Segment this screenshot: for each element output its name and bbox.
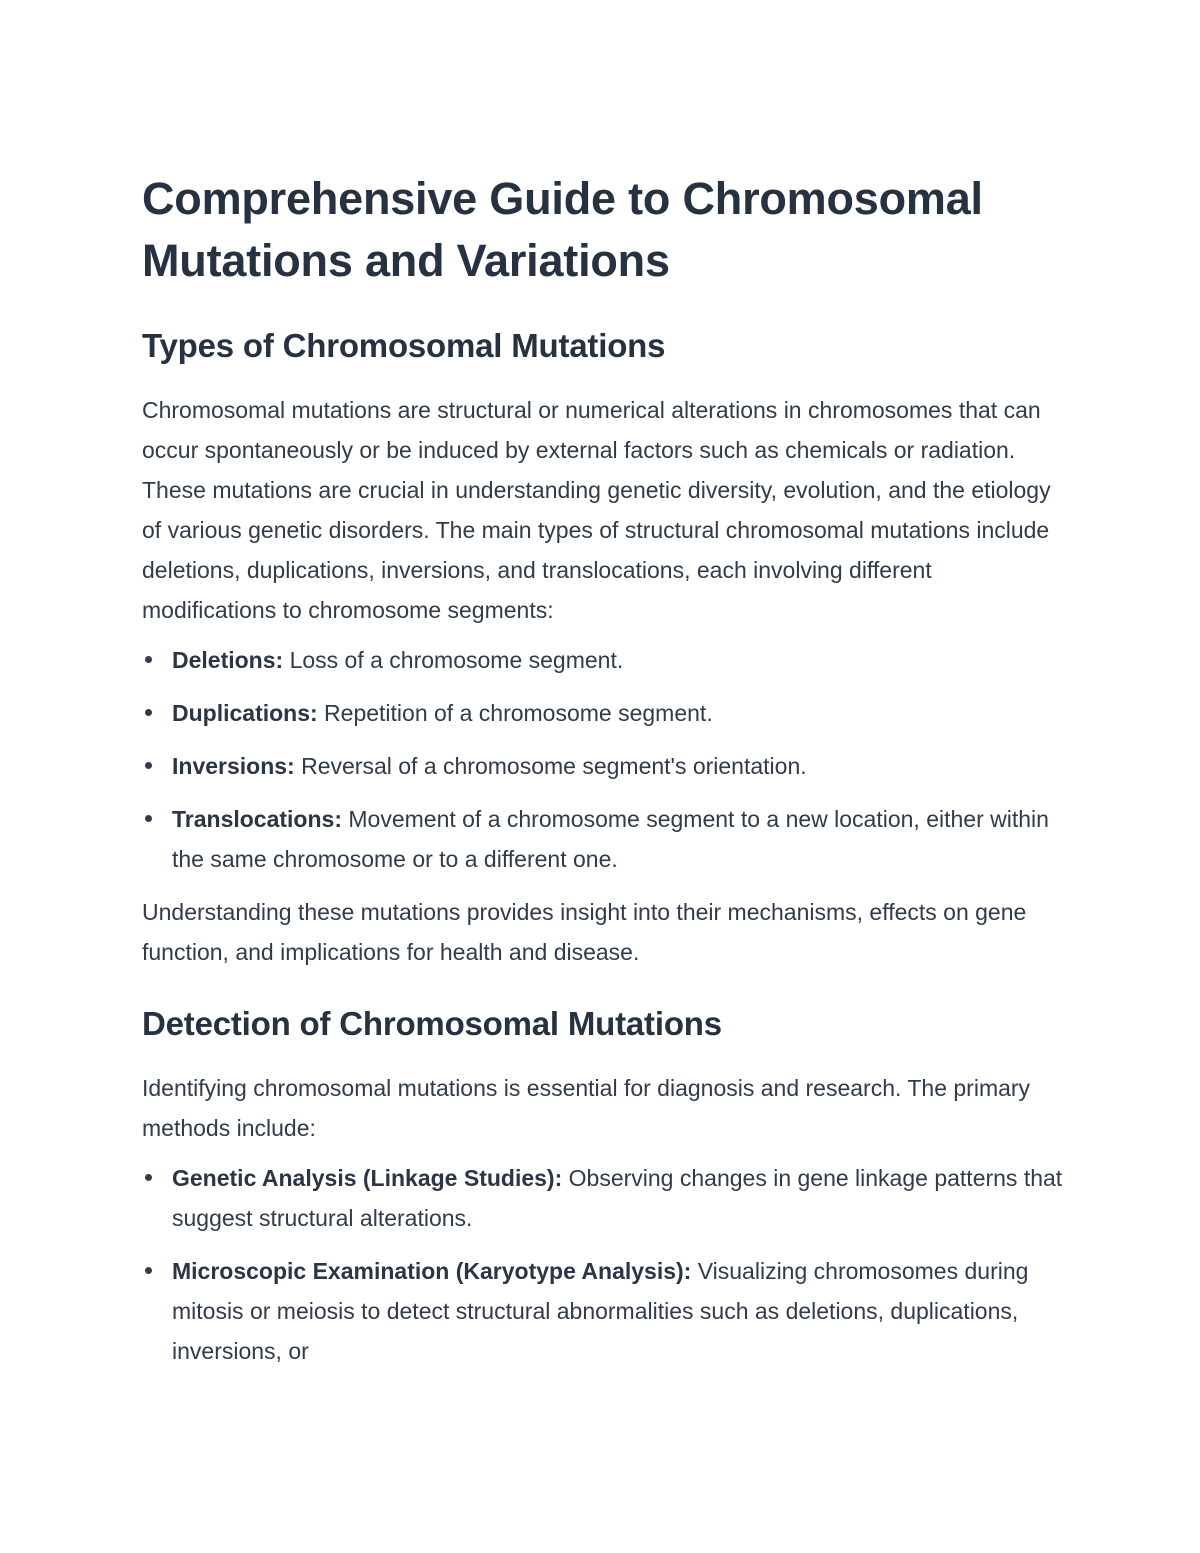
section-heading-types: Types of Chromosomal Mutations — [142, 327, 666, 364]
detection-methods-list — [142, 1158, 1072, 1371]
bullet-icon — [145, 762, 152, 769]
types-intro-paragraph: Chromosomal mutations are structural or numerical alterations in chromosomes that can occur spontaneously or be induced by external factors such as chemicals or radiation. These mutations are crucial in understanding genetic diversity, evolution, and the etiology of various genetic disorders. The main types of structural chromosomal mutations include deletions, duplications, inversions, and translocations, each involving different modifications to chromosome segments: — [142, 397, 1051, 623]
list-item-text: Reversal of a chromosome segment's orientation. — [294, 753, 807, 779]
list-item-term: Genetic Analysis (Linkage Studies): — [172, 1165, 563, 1191]
bullet-icon — [145, 1174, 152, 1181]
list-item-text: Visualizing chromosomes during mitosis or meiosis to detect structural abnormalities such as deletions, duplications, inversions, or — [172, 1258, 1029, 1364]
detection-intro-paragraph: Identifying chromosomal mutations is essential for diagnosis and research. The primary methods include: — [142, 1075, 1031, 1141]
list-item-text: Movement of a chromosome segment to a new location, either within the same chromosome or to a different one. — [172, 806, 1049, 872]
list-item — [142, 799, 1072, 879]
document-title: Comprehensive Guide to Chromosomal Mutations and Variations — [142, 173, 983, 286]
list-item-term: Microscopic Examination (Karyotype Analysis): — [172, 1258, 692, 1284]
list-item-term: Duplications: — [172, 700, 318, 726]
bullet-icon — [145, 815, 152, 822]
list-item-text: Loss of a chromosome segment. — [283, 647, 624, 673]
list-item — [142, 1158, 1072, 1238]
list-item-term: Deletions: — [172, 647, 284, 673]
list-item — [142, 746, 1072, 786]
document-page — [142, 168, 1072, 1384]
section-heading-detection: Detection of Chromosomal Mutations — [142, 1005, 722, 1042]
list-item-text: Observing changes in gene linkage patterns that suggest structural alterations. — [172, 1165, 1063, 1231]
list-item — [142, 1251, 1072, 1371]
mutation-types-list — [142, 640, 1072, 879]
list-item — [142, 693, 1072, 733]
list-item — [142, 640, 1072, 680]
bullet-icon — [145, 709, 152, 716]
list-item-text: Repetition of a chromosome segment. — [317, 700, 713, 726]
bullet-icon — [145, 656, 152, 663]
types-outro-paragraph: Understanding these mutations provides insight into their mechanisms, effects on gene function, and implications for health and disease. — [142, 899, 1027, 965]
list-item-term: Translocations: — [172, 806, 342, 832]
bullet-icon — [145, 1267, 152, 1274]
list-item-term: Inversions: — [172, 753, 295, 779]
